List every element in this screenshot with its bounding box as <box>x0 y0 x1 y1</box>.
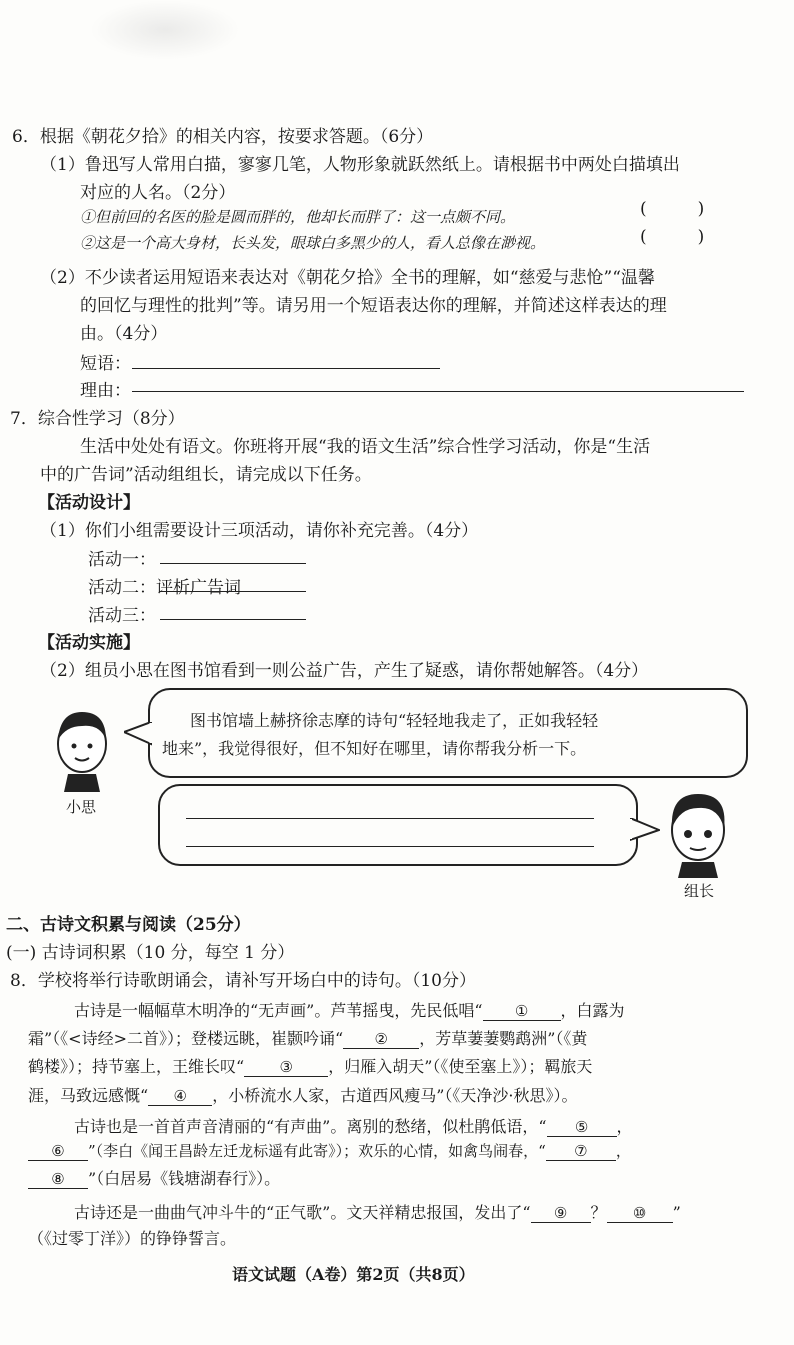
q7-design-heading: 【活动设计】 <box>38 493 140 513</box>
girl-speech-bubble <box>148 688 748 778</box>
q7-activity-3-answer-line[interactable] <box>160 619 306 620</box>
q8-line-3-text-a: 鹤楼》）；持节塞上，王维长叹“ <box>28 1057 245 1076</box>
blank-10[interactable]: ⑩ <box>607 1204 673 1223</box>
q8-line-3 <box>28 1054 592 1077</box>
blank-5[interactable]: ⑤ <box>547 1118 617 1137</box>
q8-line-1 <box>74 998 625 1021</box>
girl-label: 小思 <box>66 798 97 816</box>
q7-activity-1-answer-line[interactable] <box>160 563 306 564</box>
q6-part2-line1: （2）不少读者运用短语来表达对《朝花夕拾》全书的理解，如“慈爱与悲怆”“温馨 <box>40 268 655 288</box>
q6-answer-paren-2[interactable]: ( ) <box>640 227 705 247</box>
q7-intro-line1: 生活中处处有语文。你班将开展“我的语文生活”综合性学习活动，你是“生活 <box>80 437 651 457</box>
q6-reason-answer-line[interactable] <box>132 391 744 392</box>
q8-line-9: （《过零丁洋》）的铮铮誓言。 <box>28 1229 237 1248</box>
q6-part2-line2: 的回忆与理性的批判”等。请另用一个短语表达你的理解，并简述这样表达的理 <box>80 296 667 316</box>
leader-answer-line-1[interactable] <box>186 818 594 819</box>
q6-answer-paren-1[interactable]: ( ) <box>640 199 705 219</box>
girl-bubble-tail <box>124 722 152 746</box>
section-2-title: 二、古诗文积累与阅读（25分） <box>6 915 251 935</box>
blank-1[interactable]: ① <box>483 1002 561 1021</box>
q8-line-4 <box>28 1083 577 1106</box>
leader-label: 组长 <box>684 882 715 900</box>
blank-3[interactable]: ③ <box>244 1058 328 1077</box>
q6-title: 6．根据《朝花夕拾》的相关内容，按要求答题。（6分） <box>12 127 434 147</box>
q6-phrase-label: 短语： <box>80 354 131 374</box>
leader-answer-line-2[interactable] <box>186 846 594 847</box>
q6-item1: ①但前回的名医的脸是圆而胖的，他却长而胖了：这一点颇不同。 <box>80 208 516 226</box>
q8-comma-5: ， <box>616 1117 633 1136</box>
q6-part1-line1: （1）鲁迅写人常用白描，寥寥几笔，人物形象就跃然纸上。请根据书中两处白描填出 <box>40 155 680 175</box>
blank-7[interactable]: ⑦ <box>546 1142 616 1161</box>
q8-line-2-text-a: 霜”（《<诗经>二首》）；登楼远眺，崔颢吟诵“ <box>28 1029 344 1048</box>
blank-2[interactable]: ② <box>343 1030 419 1049</box>
q8-close-quote: ” <box>672 1203 681 1222</box>
q7-implementation-question: （2）组员小思在图书馆看到一则公益广告，产生了疑惑，请你帮她解答。（4分） <box>40 661 649 681</box>
q8-line-7-text: ”（白居易《钱塘湖春行》）。 <box>88 1169 281 1188</box>
q8-comma-7: ， <box>615 1142 631 1160</box>
girl-avatar-icon <box>48 700 118 792</box>
section-2-subtitle: (一) 古诗词积累（10 分，每空 1 分） <box>6 943 295 963</box>
q8-line-4-text-b: ，小桥流水人家，古道西风瘦马”（《天净沙·秋思》）。 <box>212 1086 578 1105</box>
q8-line-7 <box>28 1166 280 1189</box>
leader-avatar-icon <box>660 784 736 878</box>
q8-line-1-text-b: ，白露为 <box>560 1001 625 1020</box>
q8-line-8 <box>74 1200 681 1223</box>
scan-smudge <box>90 0 240 60</box>
q8-question-mark: ？ <box>590 1203 607 1222</box>
q7-activity-2: 活动二：评析广告词 <box>88 578 241 598</box>
leader-bubble-tail <box>630 818 660 842</box>
q6-phrase-answer-line[interactable] <box>132 368 440 369</box>
q6-item2: ②这是一个高大身材，长头发，眼球白多黑少的人，看人总像在渺视。 <box>80 234 546 252</box>
q8-line-5-text: 古诗也是一首首声音清丽的“有声曲”。离别的愁绪，似杜鹃低语，“ <box>74 1117 547 1136</box>
bubble-line-1: 图书馆墙上赫挤徐志摩的诗句“轻轻地我走了，正如我轻轻 <box>190 711 599 730</box>
q7-title: 7．综合性学习（8分） <box>10 409 185 429</box>
q8-line-2-text-b: ，芳草萋萋鹦鹉洲”（《黄 <box>419 1029 588 1048</box>
q7-design-question: （1）你们小组需要设计三项活动，请你补充完善。（4分） <box>40 521 479 541</box>
q8-line-5 <box>74 1114 633 1137</box>
q8-line-1-text-a: 古诗是一幅幅草木明净的“无声画”。芦苇摇曳，先民低唱“ <box>74 1001 483 1020</box>
q7-activity-2-underline <box>160 591 306 592</box>
q8-line-8-text: 古诗还是一曲曲气冲斗牛的“正气歌”。文天祥精忠报国，发出了“ <box>74 1203 531 1222</box>
blank-6[interactable]: ⑥ <box>28 1142 88 1161</box>
blank-9[interactable]: ⑨ <box>531 1204 591 1223</box>
q6-part1-line2: 对应的人名。（2分） <box>80 183 236 203</box>
q8-line-4-text-a: 涯，马致远感慨“ <box>28 1086 149 1105</box>
q8-line-6 <box>28 1140 631 1161</box>
q7-activity-1-label: 活动一： <box>88 550 156 570</box>
q7-activity-3-label: 活动三： <box>88 606 156 626</box>
q8-line-2 <box>28 1026 587 1049</box>
page-footer: 语文试题（A卷）第2页（共8页） <box>232 1265 475 1284</box>
blank-4[interactable]: ④ <box>148 1087 212 1106</box>
blank-8[interactable]: ⑧ <box>28 1170 88 1189</box>
q6-part2-line3: 由。（4分） <box>80 324 168 344</box>
leader-answer-bubble <box>158 784 638 866</box>
q7-intro-line2: 中的广告词”活动组组长，请完成以下任务。 <box>40 465 372 485</box>
q6-reason-label: 理由： <box>80 381 131 401</box>
q8-line-3-text-b: ，归雁入胡天”（《使至塞上》）；羁旅天 <box>328 1057 593 1076</box>
q8-line-6-text: ”（李白《闻王昌龄左迁龙标遥有此寄》）；欢乐的心情，如禽鸟闹春，“ <box>88 1142 546 1160</box>
q7-implementation-heading: 【活动实施】 <box>38 633 140 653</box>
q8-title: 8．学校将举行诗歌朗诵会，请补写开场白中的诗句。（10分） <box>10 971 476 991</box>
bubble-line-2: 地来”，我觉得很好，但不知好在哪里，请你帮我分析一下。 <box>162 739 587 758</box>
